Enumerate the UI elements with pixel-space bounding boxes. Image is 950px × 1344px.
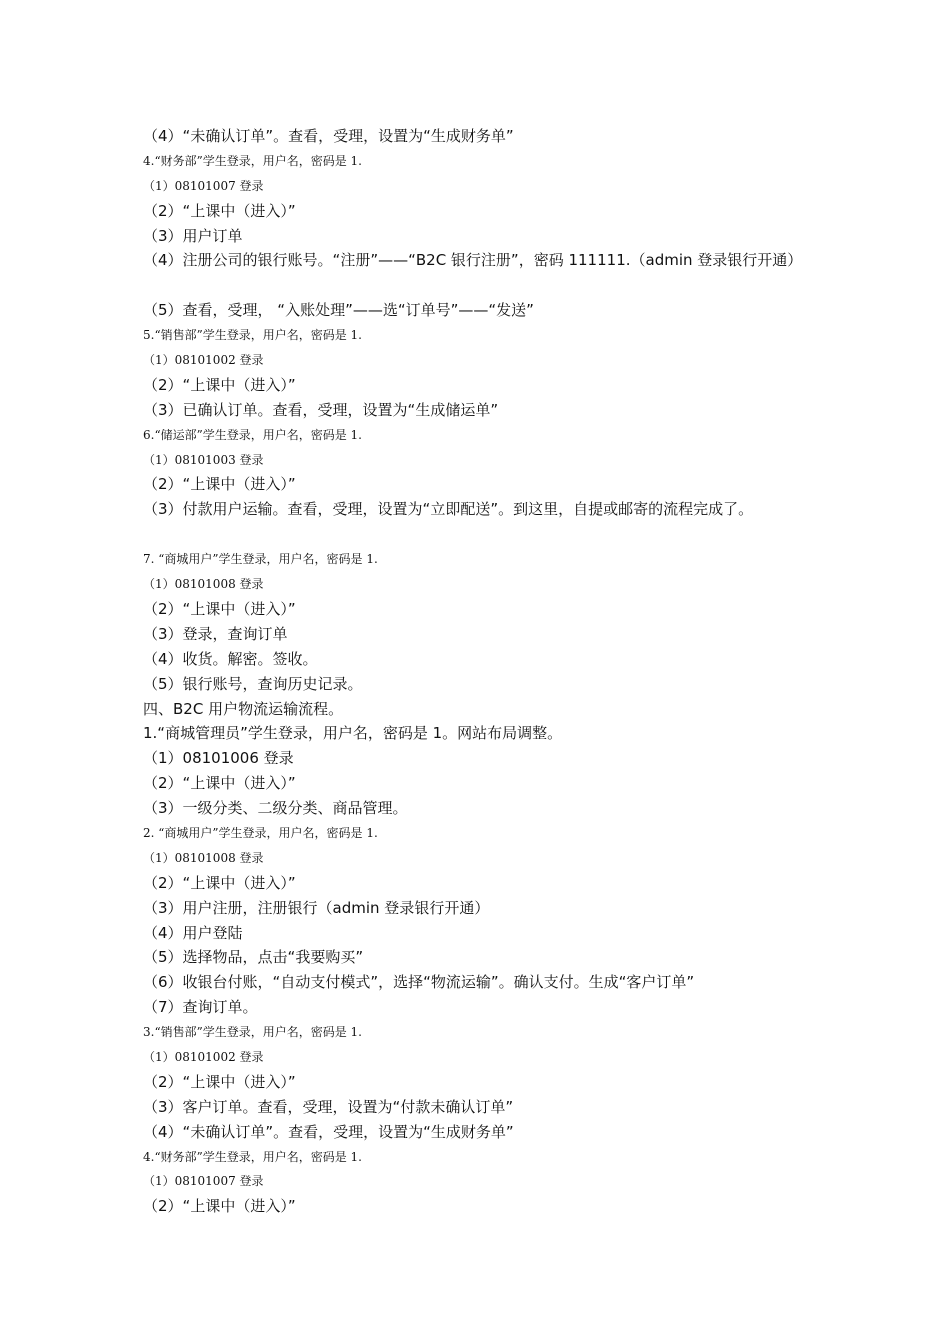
section-heading: 4.“财务部”学生登录，用户名，密码是 1.	[143, 1149, 362, 1164]
text-line: （4）注册公司的银行账号。“注册”——“B2C 银行注册”，密码 111111.（admin 登录银行开通）	[143, 251, 803, 270]
text-line: （2）“上课中（进入）”	[143, 599, 296, 618]
text-line: （1）08101003 登录	[143, 452, 264, 467]
document-body	[143, 124, 813, 1219]
text-line: （4）收货。解密。签收。	[143, 649, 318, 668]
text-line: （7）查询订单。	[143, 998, 258, 1017]
text-line: （3）客户订单。查看，受理，设置为“付款未确认订单”	[143, 1097, 514, 1116]
text-line: （1）08101008 登录	[143, 850, 264, 865]
text-line: （3）用户注册，注册银行（admin 登录银行开通）	[143, 898, 490, 917]
text-line: （3）已确认订单。查看，受理，设置为“生成储运单”	[143, 400, 499, 419]
text-line: （1）08101007 登录	[143, 178, 264, 193]
text-line: （5）查看，受理， “入账处理”——选“订单号”——“发送”	[143, 301, 534, 320]
text-line: （4）用户登陆	[143, 923, 243, 942]
section-heading: 3.“销售部”学生登录，用户名，密码是 1.	[143, 1025, 362, 1040]
text-line: （2）“上课中（进入）”	[143, 375, 296, 394]
section-heading: 2. “商城用户”学生登录，用户名，密码是 1.	[143, 825, 378, 840]
chapter-heading: 四、B2C 用户物流运输流程。	[143, 699, 344, 718]
text-line: （2）“上课中（进入）”	[143, 1197, 296, 1216]
text-line: （5）银行账号，查询历史记录。	[143, 674, 363, 693]
text-line: （3）登录，查询订单	[143, 624, 288, 643]
text-line: （2）“上课中（进入）”	[143, 475, 296, 494]
text-line: （6）收银台付账，“自动支付模式”，选择“物流运输”。确认支付。生成“客户订单”	[143, 973, 695, 992]
section-heading: 5.“销售部”学生登录，用户名，密码是 1.	[143, 328, 362, 343]
section-heading: 6.“储运部”学生登录，用户名，密码是 1.	[143, 427, 362, 442]
section-heading: 1.“商城管理员”学生登录，用户名，密码是 1。网站布局调整。	[143, 724, 563, 743]
text-line: （1）08101007 登录	[143, 1174, 264, 1189]
text-line: （2）“上课中（进入）”	[143, 873, 296, 892]
text-line: （2）“上课中（进入）”	[143, 201, 296, 220]
text-line: （3）付款用户运输。查看，受理，设置为“立即配送”。到这里，自提或邮寄的流程完成了。	[143, 500, 754, 519]
text-line: （2）“上课中（进入）”	[143, 774, 296, 793]
text-line: （3）用户订单	[143, 226, 243, 245]
section-heading: 7. “商城用户”学生登录，用户名，密码是 1.	[143, 552, 378, 567]
text-line: （1）08101002 登录	[143, 1049, 264, 1064]
section-heading: 4.“财务部”学生登录，用户名，密码是 1.	[143, 153, 362, 168]
text-line: （1）08101006 登录	[143, 749, 294, 768]
text-line: （2）“上课中（进入）”	[143, 1072, 296, 1091]
text-line: （1）08101008 登录	[143, 577, 264, 592]
text-line: （1）08101002 登录	[143, 353, 264, 368]
text-line: （3）一级分类、二级分类、商品管理。	[143, 799, 408, 818]
text-line: （5）选择物品，点击“我要购买”	[143, 948, 364, 967]
text-line: （4）“未确认订单”。查看，受理，设置为“生成财务单”	[143, 127, 514, 145]
text-line: （4）“未确认订单”。查看，受理，设置为“生成财务单”	[143, 1122, 514, 1141]
